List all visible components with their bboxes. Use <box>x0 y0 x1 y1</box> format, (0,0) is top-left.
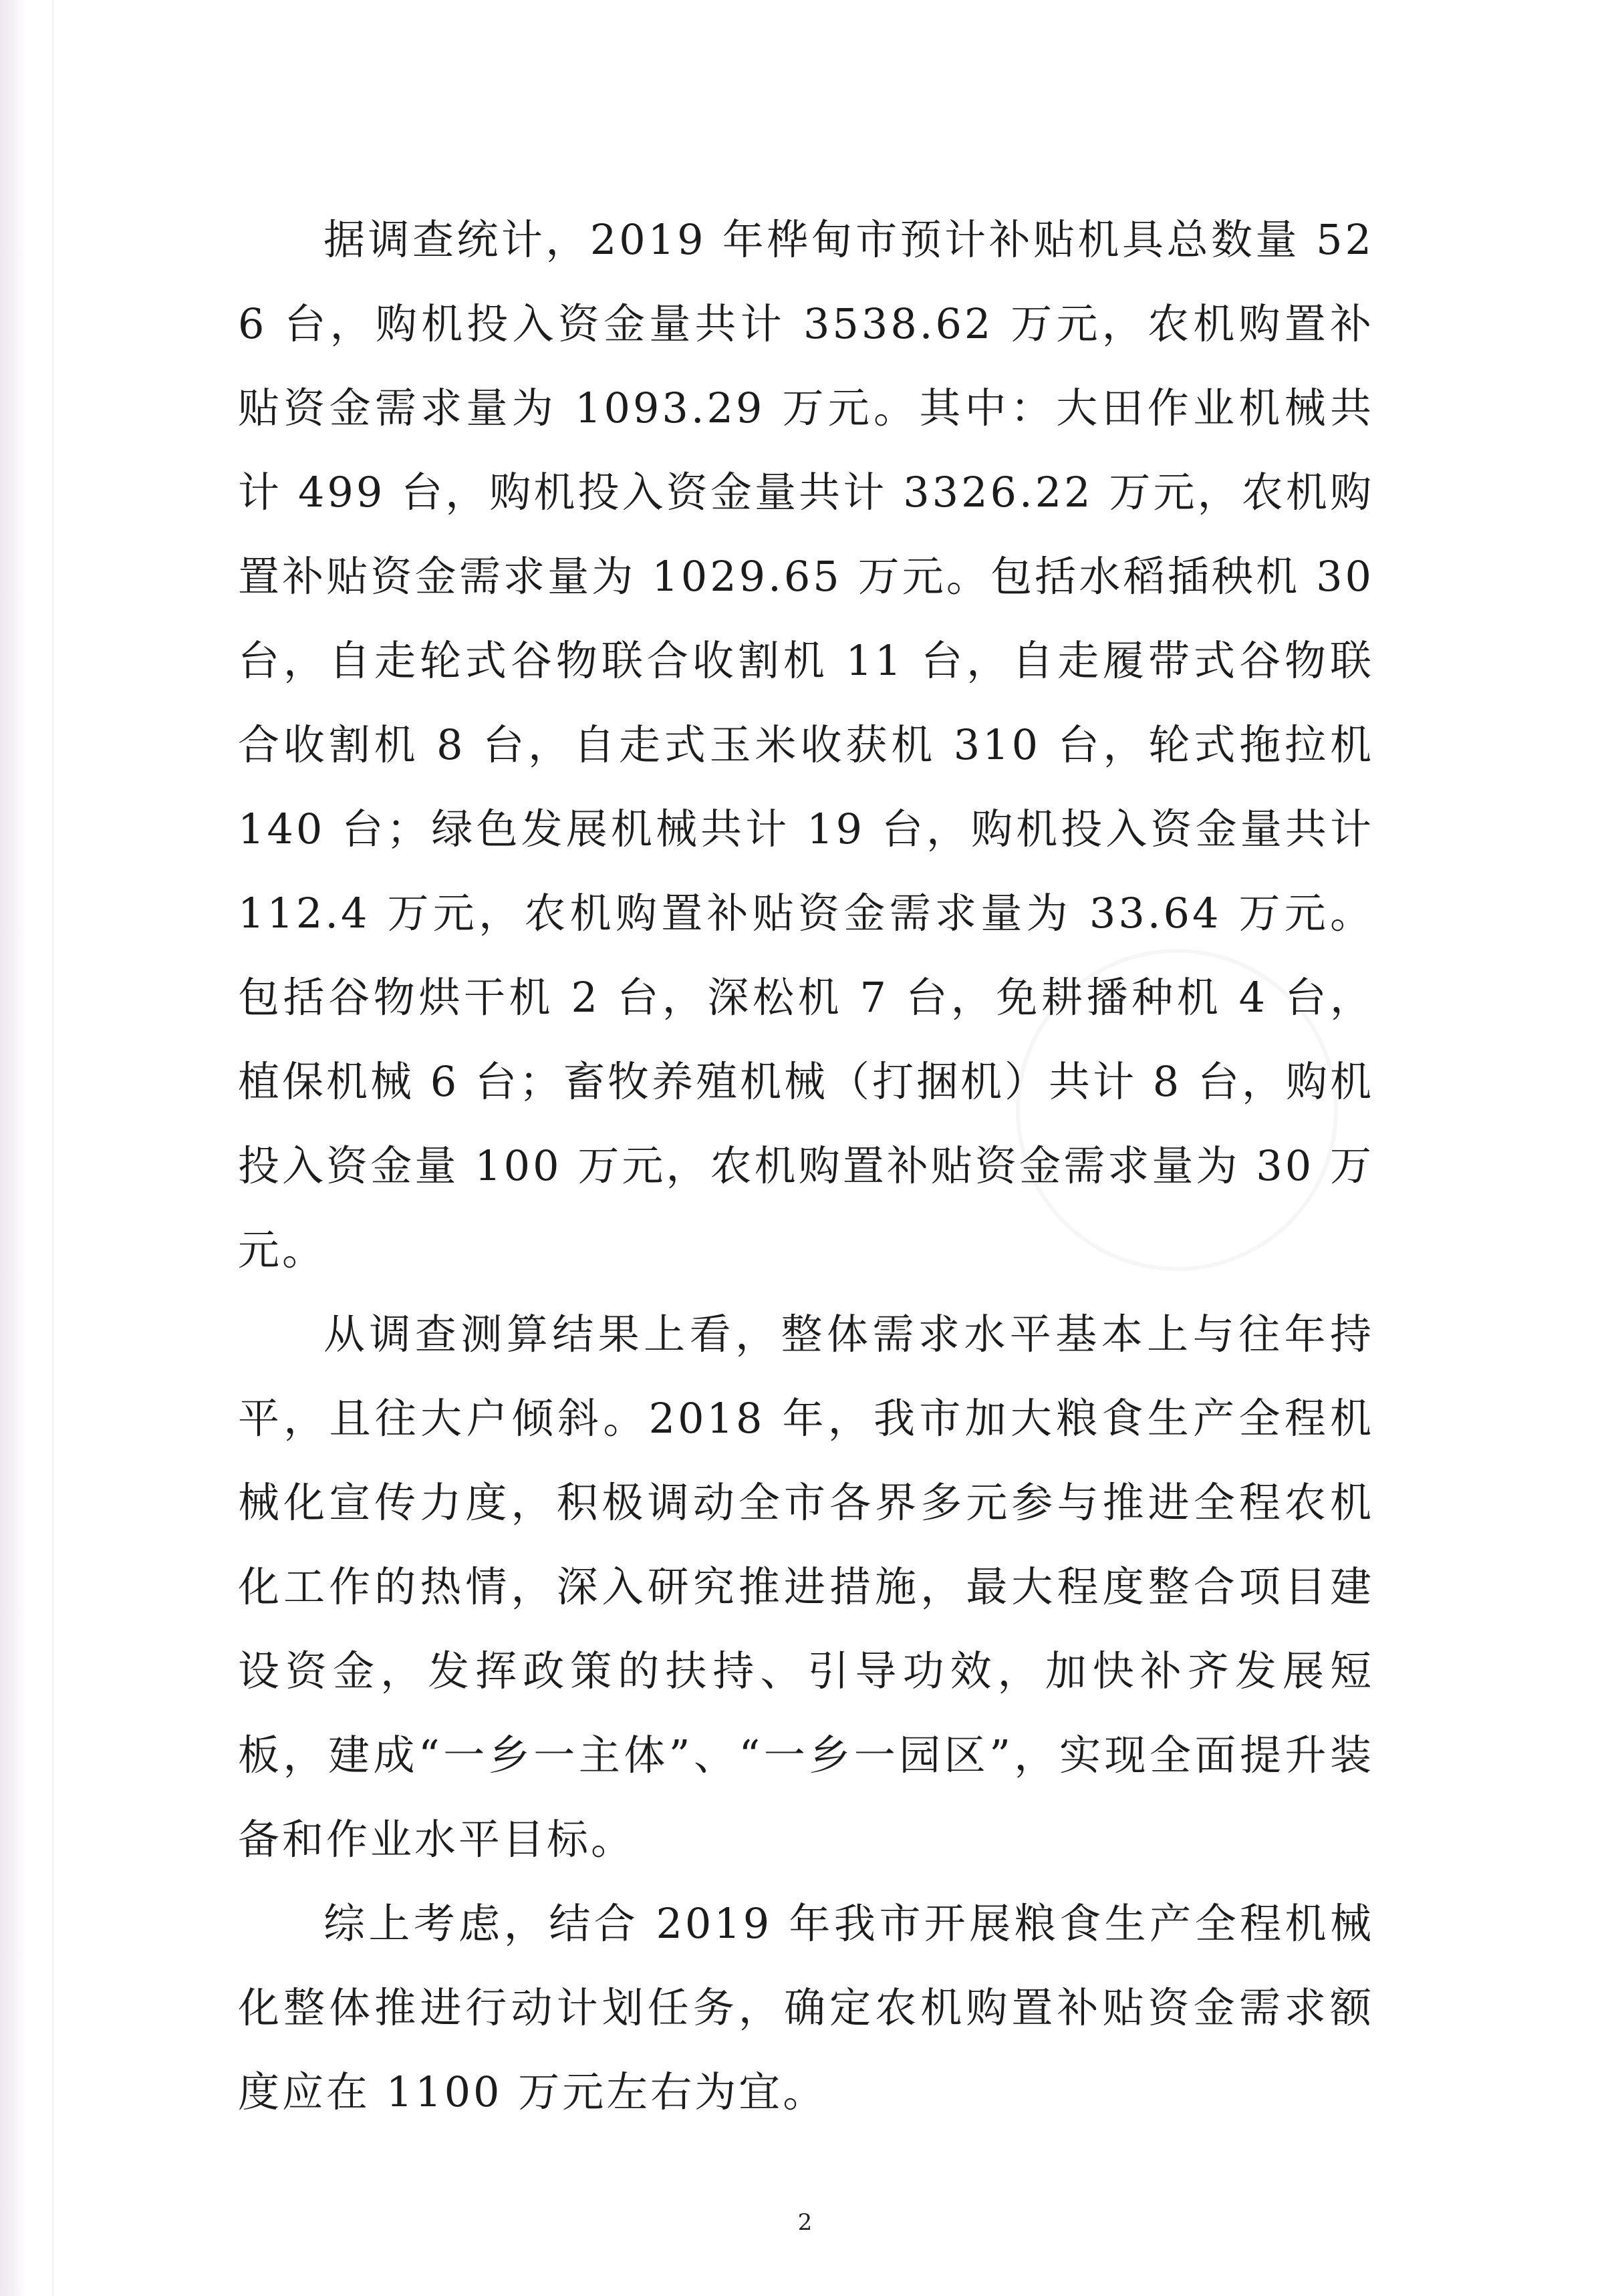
paragraph-conclusion: 综上考虑，结合 2019 年我市开展粮食生产全程机械化整体推进行动计划任务，确定农机购置补贴资金需求额度应在 1100 万元左右为宜。 <box>238 1899 1374 2116</box>
scan-edge-shadow <box>0 0 27 2296</box>
paragraph-analysis: 从调查测算结果上看，整体需求水平基本上与往年持平，且往大户倾斜。2018 年，我市加大粮食生产全程机械化宣传力度，积极调动全市各界多元参与推进全程农机化工作的热情，深入研究推进措施，最大程度整合项目建设资金，发挥政策的扶持、引导功效，加快补齐发展短板，建成“一乡一主体”、“一乡一园区”，实现全面提升装备和作业水平目标。 <box>238 1310 1374 1864</box>
document-body <box>238 198 1374 2134</box>
page-number: 2 <box>797 2209 813 2236</box>
paragraph-statistics: 据调查统计，2019 年桦甸市预计补贴机具总数量 526 台，购机投入资金量共计 3538.62 万元，农机购置补贴资金需求量为 1093.29 万元。其中：大田作业机械共计 499 台，购机投入资金量共计 3326.22 万元，农机购置补贴资金需求量为 1029.65 万元。包括水稻插秧机 30 台，自走轮式谷物联合收割机 11 台，自走履带式谷物联合收割机 8 台，自走式玉米收获机 310 台，轮式拖拉机 140 台；绿色发展机械共计 19 台，购机投入资金量共计 112.4 万元，农机购置补贴资金需求量为 33.64 万元。包括谷物烘干机 2 台，深松机 7 台，免耕播种机 4 台，植保机械 6 台；畜牧养殖机械（打捆机）共计 8 台，购机投入资金量 100 万元，农机购置补贴资金需求量为 30 万元。 <box>238 215 1374 1274</box>
scan-edge-line <box>52 0 53 2296</box>
